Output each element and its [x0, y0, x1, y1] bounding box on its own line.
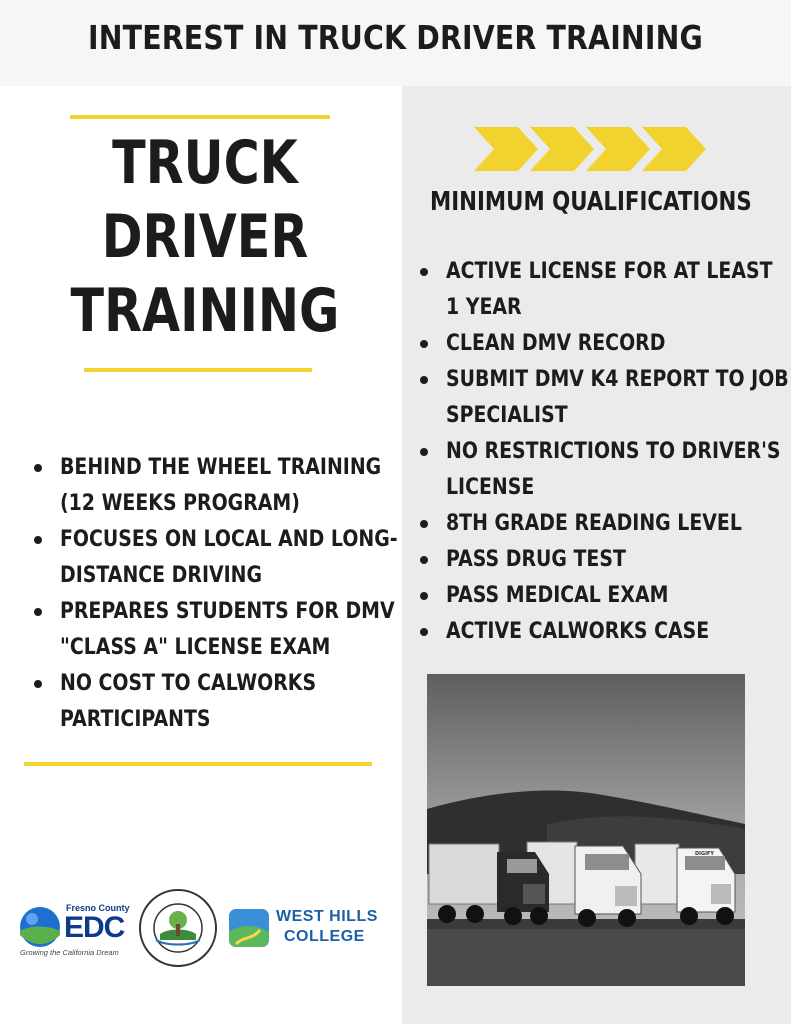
bullet-icon [420, 340, 428, 348]
feature-text-line: PREPARES STUDENTS FOR DMV [60, 599, 395, 624]
qualification-text-line: 8TH GRADE READING LEVEL [446, 511, 742, 536]
list-item [416, 578, 786, 614]
list-item [30, 450, 400, 522]
feature-text-line: NO COST TO CALWORKS [60, 671, 317, 696]
list-item [30, 666, 400, 738]
trucks-illustration [427, 674, 745, 986]
feature-text-line: DISTANCE DRIVING [60, 563, 263, 588]
list-item [416, 362, 789, 434]
bullet-icon [420, 376, 428, 384]
qualification-text-line: SPECIALIST [446, 403, 568, 428]
divider-top [70, 115, 330, 119]
bullet-icon [420, 628, 428, 636]
bullet-icon [34, 464, 42, 472]
bullet-icon [420, 448, 428, 456]
list-item [416, 614, 786, 650]
list-item [416, 542, 786, 578]
list-item [30, 594, 400, 666]
whc-logo-line-1: WEST HILLS [276, 908, 378, 925]
county-seal-icon [138, 888, 218, 968]
truck-cab-text: DIGIFY [695, 851, 715, 857]
qualifications-list [416, 254, 789, 650]
feature-text-line: BEHIND THE WHEEL TRAINING [60, 455, 382, 480]
qualification-text-line: NO RESTRICTIONS TO DRIVER'S [446, 439, 781, 464]
globe-icon [18, 905, 62, 949]
qualification-text-line: CLEAN DMV RECORD [446, 331, 666, 356]
page-title: INTEREST IN TRUCK DRIVER TRAINING [88, 18, 703, 57]
feature-text-line: FOCUSES ON LOCAL AND LONG- [60, 527, 398, 552]
qualifications-heading: MINIMUM QUALIFICATIONS [430, 187, 752, 217]
bullet-icon [420, 268, 428, 276]
qualification-text-line: 1 YEAR [446, 295, 522, 320]
trucks-photo [427, 674, 745, 986]
list-item [416, 506, 786, 542]
list-item [416, 254, 786, 326]
qualification-text-line: PASS DRUG TEST [446, 547, 626, 572]
feature-text-line: "CLASS A" LICENSE EXAM [60, 635, 331, 660]
list-item [30, 522, 400, 594]
qualification-text-line: SUBMIT DMV K4 REPORT TO JOB [446, 367, 789, 392]
program-features-list [30, 450, 400, 738]
bullet-icon [34, 680, 42, 688]
qualification-text-line: LICENSE [446, 475, 535, 500]
qualification-text-line: ACTIVE LICENSE FOR AT LEAST [446, 259, 773, 284]
feature-text-line: PARTICIPANTS [60, 707, 211, 732]
bullet-icon [420, 520, 428, 528]
edc-logo-top: Fresno County [66, 903, 130, 913]
list-item [416, 326, 786, 362]
list-item [416, 434, 786, 506]
bullet-icon [34, 608, 42, 616]
bullet-icon [34, 536, 42, 544]
qualification-text-line: PASS MEDICAL EXAM [446, 583, 669, 608]
qualification-text-line: ACTIVE CALWORKS CASE [446, 619, 710, 644]
bullet-icon [420, 592, 428, 600]
divider-bottom [24, 762, 372, 766]
edc-logo-tagline: Growing the California Dream [20, 948, 119, 957]
program-title-line-1: TRUCK [112, 128, 298, 198]
program-title-line-3: TRAINING [70, 276, 340, 346]
whc-logo-line-2: COLLEGE [284, 928, 365, 945]
program-title-line-2: DRIVER [101, 202, 309, 272]
divider-middle [84, 368, 312, 372]
west-hills-college-logo [228, 906, 398, 952]
bullet-icon [420, 556, 428, 564]
county-of-fresno-seal [138, 888, 218, 968]
edc-logo-main: EDC [64, 911, 125, 944]
fresno-edc-logo [18, 903, 128, 961]
west-hills-icon [228, 908, 270, 948]
chevron-arrows-icon [474, 127, 706, 171]
feature-text-line: (12 WEEKS PROGRAM) [60, 491, 300, 516]
